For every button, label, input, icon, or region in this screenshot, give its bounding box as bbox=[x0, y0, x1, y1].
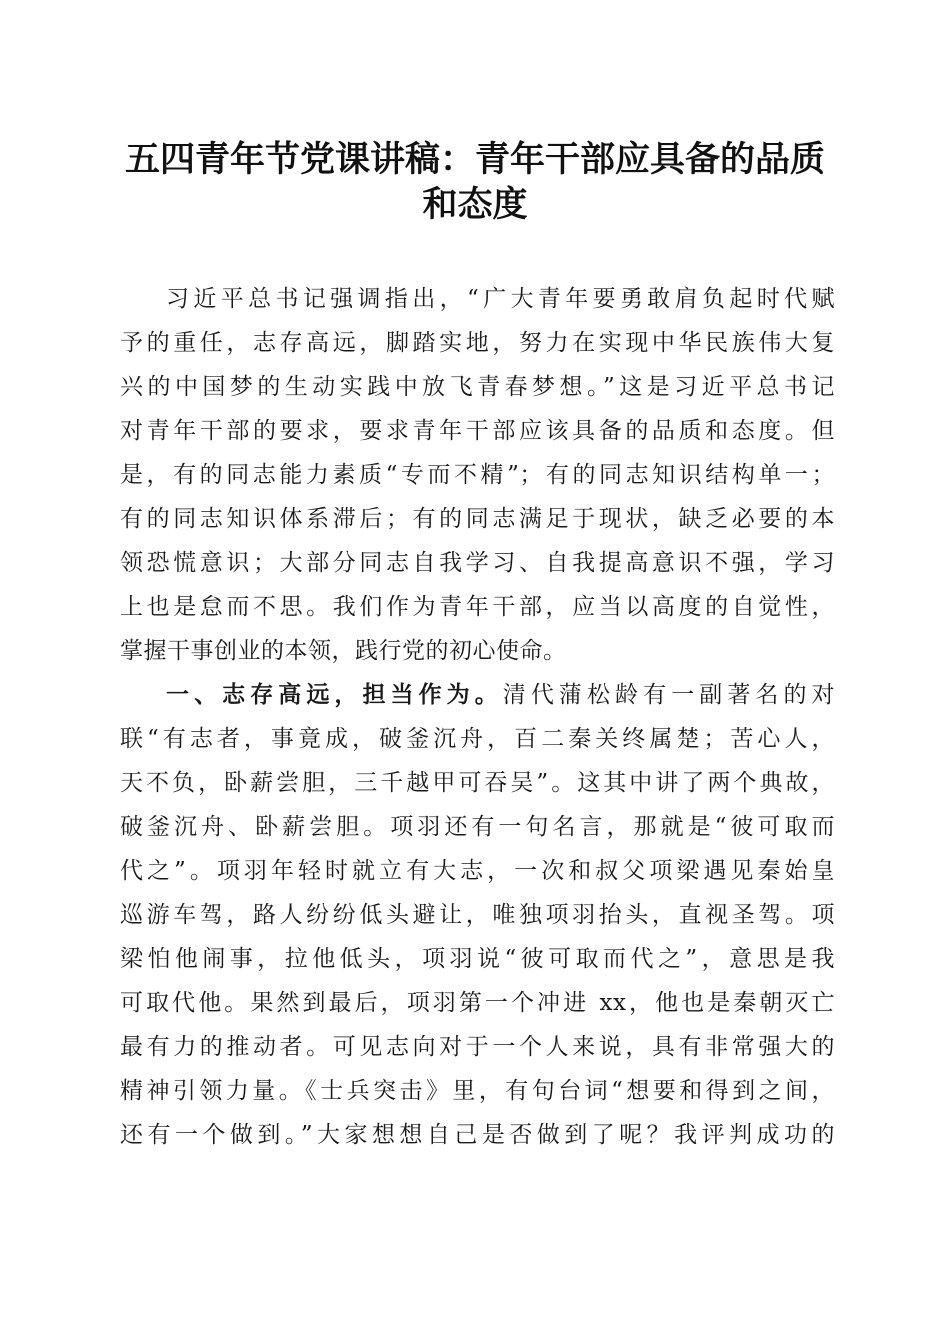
text-line: 代之”。项羽年轻时就立有大志，一次和叔父项梁遇见秦始皇 bbox=[120, 858, 835, 884]
section-first-line bbox=[166, 673, 835, 717]
text-line: 对青年干部的要求，要求青年干部应该具备的品质和态度。但 bbox=[120, 418, 835, 444]
section-first-line-text: 清代蒲松龄有一副著名的对 bbox=[502, 682, 836, 708]
section-heading: 一、志存高远，担当作为。 bbox=[166, 682, 503, 708]
document-title-line-1: 五四青年节党课讲稿：青年干部应具备的品质 bbox=[124, 139, 825, 180]
text-line: 最有力的推动者。可见志向对于一个人来说，具有非常强大的 bbox=[120, 1034, 835, 1060]
text-line: 领恐慌意识；大部分同志自我学习、自我提高意识不强，学习 bbox=[120, 550, 835, 576]
text-line: 予的重任，志存高远，脚踏实地，努力在实现中华民族伟大复 bbox=[120, 330, 835, 356]
text-line: 破釜沉舟、卧薪尝胆。项羽还有一句名言，那就是“彼可取而 bbox=[120, 814, 835, 840]
text-line: 兴的中国梦的生动实践中放飞青春梦想。”这是习近平总书记 bbox=[120, 374, 835, 400]
text-line: 可取代他。果然到最后，项羽第一个冲进 xx，他也是秦朝灭亡 bbox=[120, 990, 835, 1016]
text-line: 梁怕他闹事，拉他低头，项羽说“彼可取而代之”，意思是我 bbox=[120, 946, 835, 972]
text-line: 还有一个做到。”大家想想自己是否做到了呢？我评判成功的 bbox=[120, 1122, 835, 1148]
text-line: 天不负，卧薪尝胆，三千越甲可吞吴”。这其中讲了两个典故， bbox=[120, 770, 835, 796]
text-line: 掌握干事创业的本领，践行党的初心使命。 bbox=[120, 638, 567, 664]
text-line: 联“有志者，事竟成，破釜沉舟，百二秦关终属楚；苦心人， bbox=[120, 726, 835, 752]
text-line: 上也是怠而不思。我们作为青年干部，应当以高度的自觉性， bbox=[120, 594, 835, 620]
text-line: 习近平总书记强调指出，“广大青年要勇敢肩负起时代赋 bbox=[166, 286, 835, 312]
text-line: 巡游车驾，路人纷纷低头避让，唯独项羽抬头，直视圣驾。项 bbox=[120, 902, 835, 928]
document-title-line-2: 和态度 bbox=[422, 184, 528, 225]
text-line: 是，有的同志能力素质“专而不精”；有的同志知识结构单一； bbox=[120, 462, 835, 488]
text-line: 精神引领力量。《士兵突击》里，有句台词“想要和得到之间， bbox=[120, 1078, 835, 1104]
text-line: 有的同志知识体系滞后；有的同志满足于现状，缺乏必要的本 bbox=[120, 506, 835, 532]
